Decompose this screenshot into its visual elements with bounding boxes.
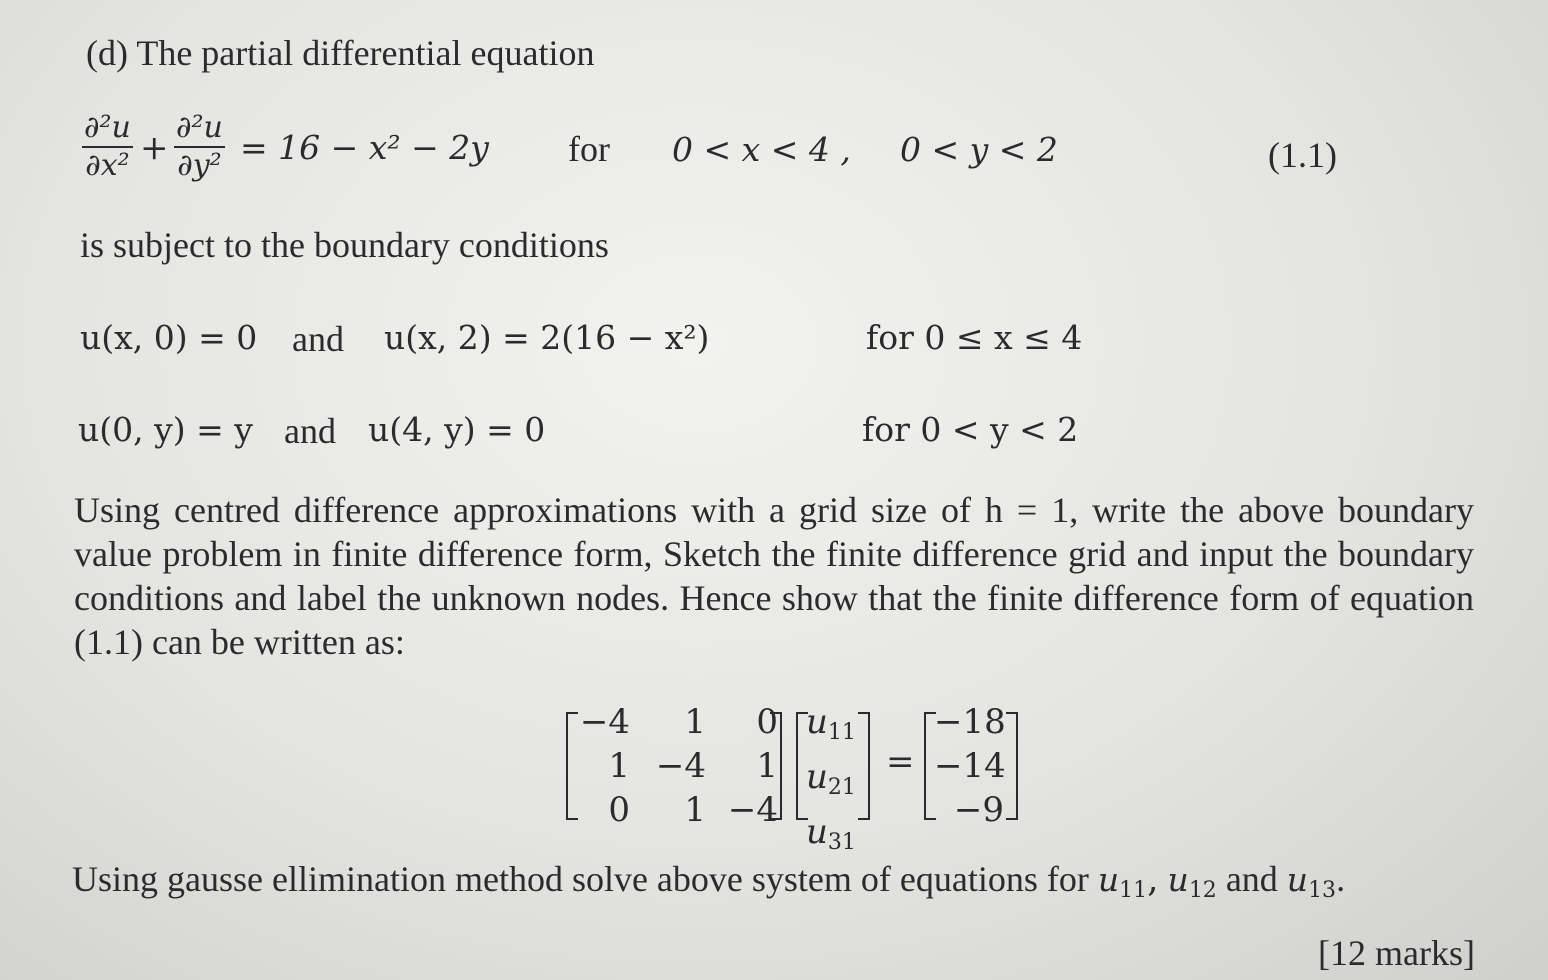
fraction-d2u-dy2-wrap <box>172 110 227 184</box>
bc1-right: u(x, 2) = 2(16 − x²) <box>384 318 710 357</box>
var-u13: $u_{13}$ <box>1286 860 1337 903</box>
for-label: for <box>568 129 610 169</box>
vector-u-entry: $u_{21}$ <box>806 757 856 800</box>
matrix-a-cell: 0 <box>608 790 630 830</box>
bc2-and: and <box>284 411 336 451</box>
vector-b <box>934 700 1004 832</box>
var-u11: $u_{11}$ <box>1097 860 1148 903</box>
vector-u-entry: $u_{31}$ <box>806 812 856 855</box>
matrix-a-cell: 1 <box>608 746 630 786</box>
pde-rhs: = 16 − x² − 2y <box>240 128 489 167</box>
matrix-a-left-bracket <box>566 712 578 820</box>
instruction-paragraph: Using centred difference approximations with a grid size of h = 1, write the above boundary value problem in finite difference form, Sketch the finite difference grid and input the boundary conditions and label the unknown nodes. Hence show that the finite difference form of equation (1.1) can be written as: <box>74 490 1474 662</box>
vector-b-entry: −9 <box>953 790 1004 830</box>
vector-b-entry: −14 <box>934 746 1006 786</box>
matrix-a-cell: −4 <box>579 702 630 742</box>
bc2-left: u(0, y) = y <box>78 410 253 449</box>
bc2-right: u(4, y) = 0 <box>368 410 546 449</box>
vector-b-entry: −18 <box>934 702 1006 742</box>
matrix-a-cell: 1 <box>756 746 778 786</box>
equation-number: (1.1) <box>1268 135 1337 175</box>
marks-label: [12 marks] <box>1318 933 1475 973</box>
final-period: . <box>1336 859 1346 899</box>
domain-x: 0 < x < 4 , <box>672 130 851 169</box>
question-heading: (d) The partial differential equation <box>86 33 595 73</box>
matrix-a-cell: −4 <box>727 790 778 830</box>
matrix-a-cell: −4 <box>655 746 706 786</box>
fraction-d2u-dy2: $\frac{\text{∂²u}}{\text{∂y²}}$ <box>176 110 223 183</box>
pde-equation <box>80 110 135 190</box>
matrix-a-cell: 0 <box>756 702 778 742</box>
matrix-a <box>578 700 778 832</box>
matrix-a-right-bracket <box>770 712 782 820</box>
vector-u <box>806 700 856 865</box>
matrix-equals: = <box>886 742 915 782</box>
bc1-left: u(x, 0) = 0 <box>80 318 258 357</box>
vector-u-right-bracket <box>858 712 870 820</box>
final-question-and: and <box>1225 859 1278 899</box>
var-u12: $u_{12}$ <box>1167 860 1217 903</box>
bc1-range: for 0 ≤ x ≤ 4 <box>866 318 1083 357</box>
plus-sign: + <box>140 128 169 168</box>
bc1-and: and <box>292 319 344 359</box>
bc-intro: is subject to the boundary conditions <box>80 225 609 265</box>
vector-b-right-bracket <box>1006 712 1018 820</box>
final-question: Using gausse ellimination method solve above system of equations for $u_{11}$, $u_{12}$ and $u_{13}$. <box>72 859 1346 903</box>
matrix-a-cell: 1 <box>684 702 706 742</box>
fraction-d2u-dx2: $\frac{\text{∂²u}}{\text{∂x²}}$ <box>84 110 131 183</box>
domain-y: 0 < y < 2 <box>900 130 1058 169</box>
bc2-range: for 0 < y < 2 <box>862 410 1079 449</box>
vector-u-entry: $u_{11}$ <box>806 702 856 745</box>
final-question-text: Using gausse ellimination method solve above system of equations for <box>72 859 1089 899</box>
matrix-a-cell: 1 <box>684 790 706 830</box>
